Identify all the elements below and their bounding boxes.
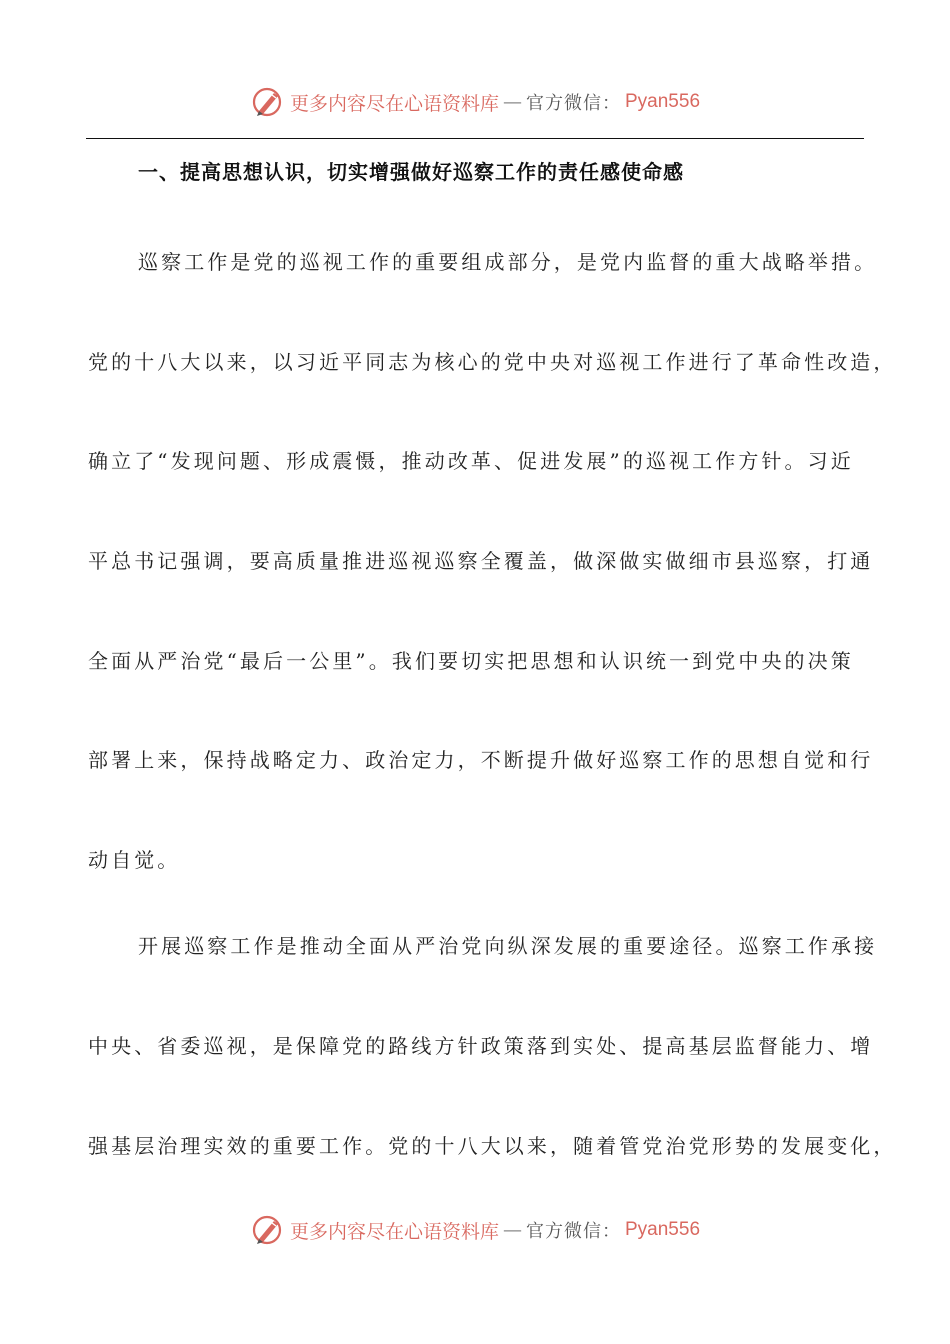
section-heading: 一、提高思想认识，切实增强做好巡察工作的责任感使命感 xyxy=(138,160,684,184)
paragraph-line: 中央、省委巡视，是保障党的路线方针政策落到实处、提高基层监督能力、增 xyxy=(88,1034,874,1058)
banner-wechat-label: 官方微信： xyxy=(526,93,621,114)
footer-banner xyxy=(0,1212,950,1248)
paragraph-line: 全面从严治党“最后一公里”。我们要切实把思想和认识统一到党中央的决策 xyxy=(88,649,854,673)
banner-wechat-label: 官方微信： xyxy=(526,1221,621,1242)
pen-circle-logo-icon xyxy=(250,1212,286,1248)
paragraph-line: 平总书记强调，要高质量推进巡视巡察全覆盖，做深做实做细市县巡察，打通 xyxy=(88,549,874,573)
header-banner xyxy=(0,84,950,120)
banner-wechat-id: Pyan556 xyxy=(625,91,701,112)
paragraph-line: 党的十八大以来，以习近平同志为核心的党中央对巡视工作进行了革命性改造， xyxy=(88,350,897,374)
paragraph-line: 部署上来，保持战略定力、政治定力，不断提升做好巡察工作的思想自觉和行 xyxy=(88,748,874,772)
paragraph-line: 开展巡察工作是推动全面从严治党向纵深发展的重要途径。巡察工作承接 xyxy=(138,934,878,958)
banner-wechat-id: Pyan556 xyxy=(625,1219,701,1240)
pen-circle-logo-icon xyxy=(250,84,286,120)
paragraph-line: 确立了“发现问题、形成震慑，推动改革、促进发展”的巡视工作方针。习近 xyxy=(88,449,854,473)
paragraph-line: 动自觉。 xyxy=(88,848,181,872)
banner-text: 更多内容尽在心语资料库 xyxy=(289,1220,499,1243)
banner-text: 更多内容尽在心语资料库 xyxy=(289,92,499,115)
paragraph-line: 巡察工作是党的巡视工作的重要组成部分，是党内监督的重大战略举措。 xyxy=(138,250,878,274)
banner-dash: — xyxy=(503,1219,522,1241)
header-divider xyxy=(86,138,864,139)
paragraph-line: 强基层治理实效的重要工作。党的十八大以来，随着管党治党形势的发展变化， xyxy=(88,1134,897,1158)
banner-dash: — xyxy=(503,91,522,113)
